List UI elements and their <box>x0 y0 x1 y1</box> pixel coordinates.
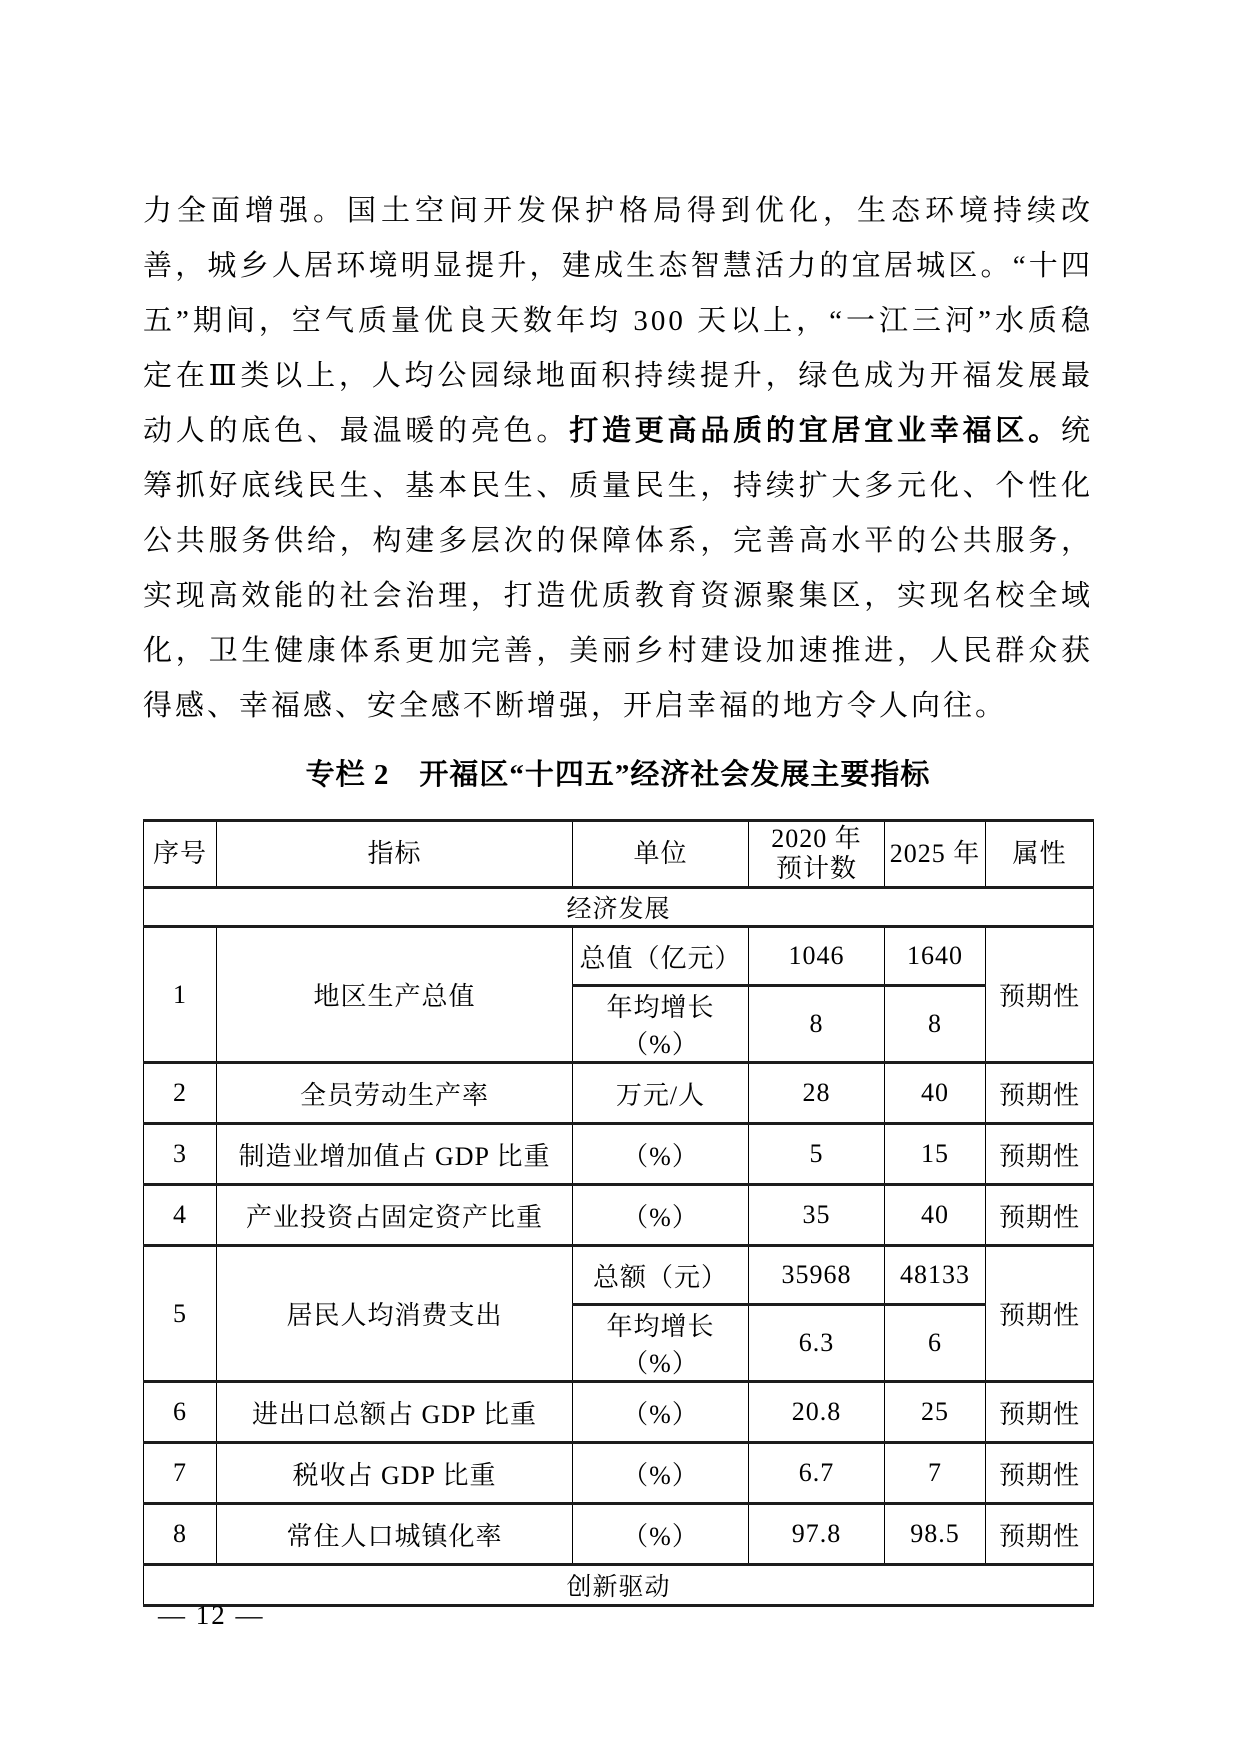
cell-no: 4 <box>144 1185 217 1246</box>
cell-attr: 预期性 <box>986 927 1094 1063</box>
cell-no: 2 <box>144 1063 217 1124</box>
cell-unit: （%） <box>573 1443 749 1504</box>
cell-indicator: 进出口总额占 GDP 比重 <box>217 1382 573 1443</box>
section-label-innovation: 创新驱动 <box>144 1565 1094 1606</box>
cell-2025: 98.5 <box>885 1504 986 1565</box>
cell-2025: 48133 <box>885 1246 986 1305</box>
cell-attr: 预期性 <box>986 1185 1094 1246</box>
cell-attr: 预期性 <box>986 1124 1094 1185</box>
cell-unit: 年均增长（%） <box>573 1305 749 1382</box>
section-row-economic <box>144 888 1094 927</box>
table-row-2 <box>144 1063 1094 1124</box>
header-unit: 单位 <box>573 821 749 888</box>
page-number: — 12 — <box>158 1600 265 1630</box>
cell-no: 6 <box>144 1382 217 1443</box>
cell-unit: 总值（亿元） <box>573 927 749 986</box>
cell-no: 8 <box>144 1504 217 1565</box>
cell-2020: 35 <box>749 1185 885 1246</box>
cell-2020: 35968 <box>749 1246 885 1305</box>
table-row-8 <box>144 1504 1094 1565</box>
header-2025: 2025 年 <box>885 821 986 888</box>
cell-2020: 5 <box>749 1124 885 1185</box>
cell-2020: 97.8 <box>749 1504 885 1565</box>
cell-indicator: 居民人均消费支出 <box>217 1246 573 1382</box>
table-row-1a <box>144 927 1094 986</box>
header-attr: 属性 <box>986 821 1094 888</box>
cell-indicator: 全员劳动生产率 <box>217 1063 573 1124</box>
cell-2025: 1640 <box>885 927 986 986</box>
cell-2025: 7 <box>885 1443 986 1504</box>
section-label-economic: 经济发展 <box>144 888 1094 927</box>
cell-attr: 预期性 <box>986 1443 1094 1504</box>
content-area <box>143 184 1093 1607</box>
cell-2020: 28 <box>749 1063 885 1124</box>
header-2020-line1: 2020 年 <box>771 824 862 853</box>
cell-2020: 6.3 <box>749 1305 885 1382</box>
cell-indicator: 常住人口城镇化率 <box>217 1504 573 1565</box>
table-row-7 <box>144 1443 1094 1504</box>
cell-indicator: 地区生产总值 <box>217 927 573 1063</box>
cell-2025: 8 <box>885 986 986 1063</box>
cell-attr: 预期性 <box>986 1063 1094 1124</box>
cell-indicator: 产业投资占固定资产比重 <box>217 1185 573 1246</box>
section-row-innovation <box>144 1565 1094 1606</box>
cell-unit: （%） <box>573 1185 749 1246</box>
cell-no: 5 <box>144 1246 217 1382</box>
cell-2025: 15 <box>885 1124 986 1185</box>
cell-2020: 1046 <box>749 927 885 986</box>
table-header-row <box>144 821 1094 888</box>
box-title-prefix: 专栏 2 <box>305 759 390 791</box>
paragraph-text-pre: 力全面增强。国土空间开发保护格局得到优化，生态环境持续改善，城乡人居环境明显提升，建成生态智慧活力的宜居城区。“十四五”期间，空气质量优良天数年均 300 天以上，“一江三河”水质稳定在Ⅲ类以上，人均公园绿地面积持续提升，绿色成为开福发展最动人的底色、最温暖的亮色。 <box>143 195 1093 447</box>
cell-unit: 总额（元） <box>573 1246 749 1305</box>
cell-unit: （%） <box>573 1124 749 1185</box>
header-no: 序号 <box>144 821 217 888</box>
cell-2020: 6.7 <box>749 1443 885 1504</box>
cell-2020: 20.8 <box>749 1382 885 1443</box>
header-2020 <box>749 821 885 888</box>
cell-attr: 预期性 <box>986 1382 1094 1443</box>
cell-no: 3 <box>144 1124 217 1185</box>
cell-indicator: 税收占 GDP 比重 <box>217 1443 573 1504</box>
cell-2025: 25 <box>885 1382 986 1443</box>
cell-attr: 预期性 <box>986 1246 1094 1382</box>
cell-unit: 年均增长（%） <box>573 986 749 1063</box>
cell-2025: 40 <box>885 1185 986 1246</box>
box-title <box>143 759 1093 791</box>
cell-unit: 万元/人 <box>573 1063 749 1124</box>
cell-2025: 40 <box>885 1063 986 1124</box>
table-row-3 <box>144 1124 1094 1185</box>
header-indicator: 指标 <box>217 821 573 888</box>
header-2020-line2: 预计数 <box>775 854 857 883</box>
cell-2025: 6 <box>885 1305 986 1382</box>
cell-indicator: 制造业增加值占 GDP 比重 <box>217 1124 573 1185</box>
table-row-4 <box>144 1185 1094 1246</box>
paragraph-bold-emphasis: 打造更高品质的宜居宜业幸福区。 <box>569 415 1061 447</box>
cell-no: 7 <box>144 1443 217 1504</box>
cell-unit: （%） <box>573 1504 749 1565</box>
cell-2020: 8 <box>749 986 885 1063</box>
cell-attr: 预期性 <box>986 1504 1094 1565</box>
paragraph-text-post: 统筹抓好底线民生、基本民生、质量民生，持续扩大多元化、个性化公共服务供给，构建多层次的保障体系，完善高水平的公共服务，实现高效能的社会治理，打造优质教育资源聚集区，实现名校全域化，卫生健康体系更加完善，美丽乡村建设加速推进，人民群众获得感、幸福感、安全感不断增强，开启幸福的地方令人向往。 <box>143 415 1093 722</box>
body-paragraph <box>143 184 1093 734</box>
table-row-6 <box>144 1382 1094 1443</box>
cell-no: 1 <box>144 927 217 1063</box>
table-row-5a <box>144 1246 1094 1305</box>
indicators-table <box>143 819 1094 1607</box>
box-title-main: 开福区“十四五”经济社会发展主要指标 <box>419 759 931 791</box>
cell-unit: （%） <box>573 1382 749 1443</box>
